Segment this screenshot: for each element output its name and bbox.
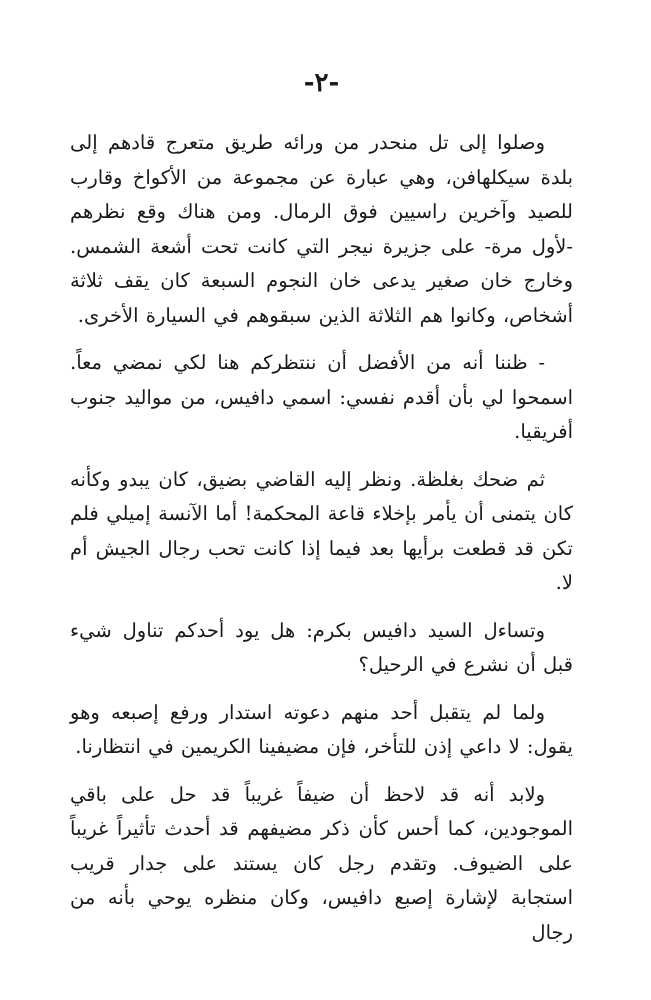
paragraph: - ظننا أنه من الأفضل أن ننتظركم هنا لكي نمضي معاً. اسمحوا لي بأن أقدم نفسي: اسمي دافيس، من مواليد جنوب أفريقيا. <box>70 351 573 443</box>
page-number: -٢- <box>303 68 340 98</box>
paragraph: وصلوا إلى تل منحدر من ورائه طريق متعرج قادهم إلى بلدة سيكلهافن، وهي عبارة عن مجموعة من الأكواخ وقارب للصيد وآخرين راسيين فوق الرمال. ومن هناك وقع نظرهم -لأول مرة- على جزيرة نيجر التي كانت تحت أشعة الشمس. وخارج خان صغير يدعى خان النجوم السبعة كان يقف ثلاثة أشخاص، وكانوا هم الثلاثة الذين سبقوهم في السيارة الأخرى. <box>70 131 573 327</box>
paragraph: وتساءل السيد دافيس بكرم: هل يود أحدكم تناول شيء قبل أن نشرع في الرحيل؟ <box>70 618 573 676</box>
paragraph: ولما لم يتقبل أحد منهم دعوته استدار ورفع إصبعه وهو يقول: لا داعي إذن للتأخر، فإن مضيفينا الكريمين في انتظارنا. <box>70 700 573 758</box>
paragraph: ثم ضحك بغلظة. ونظر إليه القاضي بضيق، كان يبدو وكأنه كان يتمنى أن يأمر بإخلاء قاعة المحكمة! أما الآنسة إميلي فلم تكن قد قطعت برأيها بعد فيما إذا كانت تحب رجال الجيش أم لا. <box>70 467 573 594</box>
paragraph: ولابد أنه قد لاحظ أن ضيفاً غريباً قد حل على باقي الموجودين، كما أحس كأن ذكر مضيفهم قد أحدث تأثيراً غريباً على الضيوف. وتقدم رجل كان يستند على جدار قريب استجابة لإشارة إصبع دافيس، وكان منظره يوحي بأنه من رجال <box>70 782 573 944</box>
